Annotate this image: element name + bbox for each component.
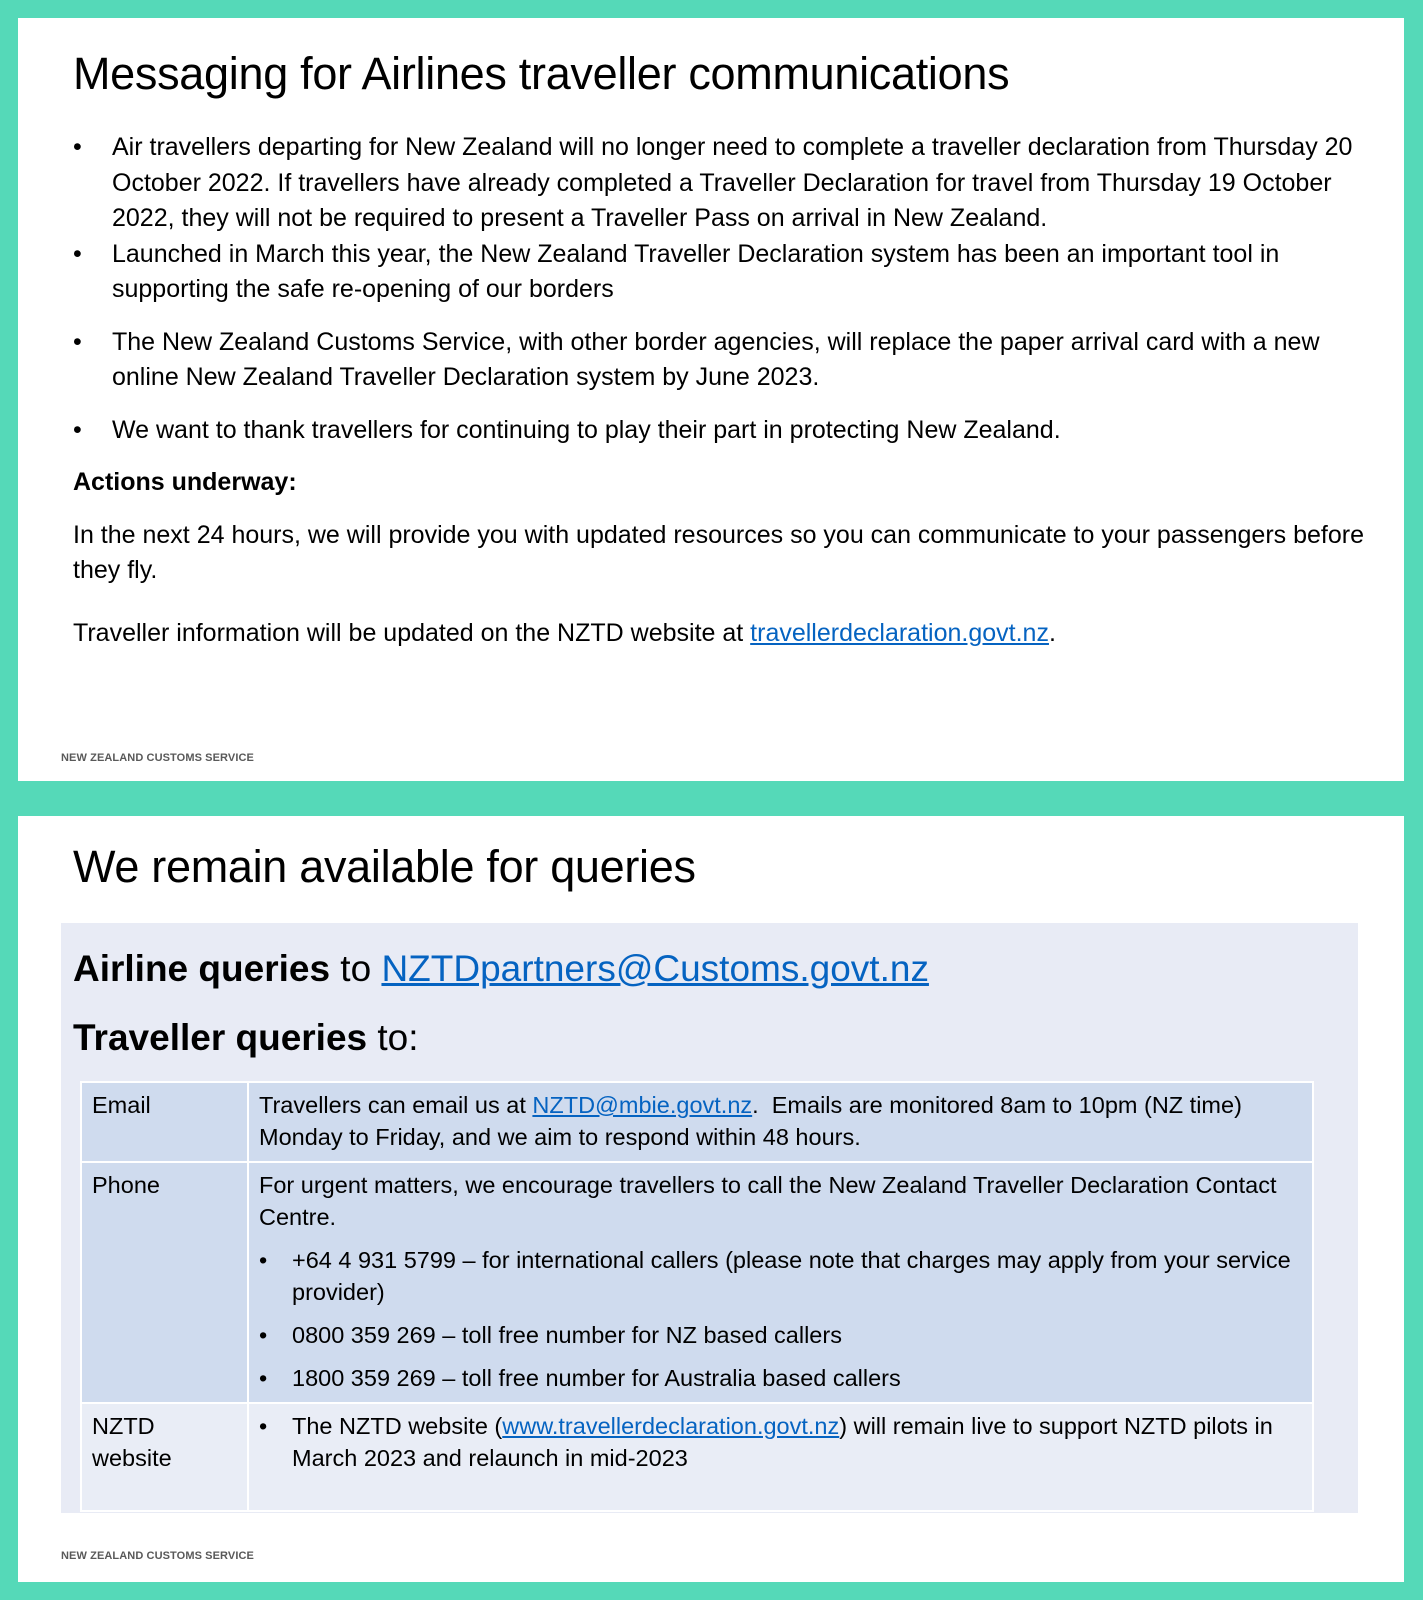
- bullet-text: The New Zealand Customs Service, with other border agencies, will replace the paper arrival card with a new online New Zealand Traveller Declaration system by June 2023.: [112, 327, 1320, 391]
- bullet-icon: •: [73, 133, 82, 161]
- airline-queries-label: Airline queries: [73, 948, 331, 989]
- slide-queries: [18, 816, 1404, 1582]
- table-row: [81, 1082, 1313, 1162]
- footer-org-name: NEW ZEALAND CUSTOMS SERVICE: [61, 752, 254, 764]
- actions-text: In the next 24 hours, we will provide you with updated resources so you can communicate to your passengers before they fly.: [73, 520, 1364, 584]
- phone-number-text: 1800 359 269 – toll free number for Australia based callers: [292, 1365, 901, 1391]
- website-label-line2: website: [92, 1445, 172, 1471]
- airline-queries-line: [73, 948, 929, 990]
- list-item: [259, 1362, 1302, 1394]
- airline-to-text: to: [330, 948, 382, 989]
- bullet-icon: •: [259, 1413, 268, 1439]
- email-text: Travellers can email us at: [259, 1092, 533, 1118]
- phone-number-text: 0800 359 269 – toll free number for NZ based callers: [292, 1322, 842, 1348]
- footer-org-name: NEW ZEALAND CUSTOMS SERVICE: [61, 1550, 254, 1562]
- list-item: [259, 1410, 1302, 1474]
- bullet-icon: •: [259, 1365, 268, 1391]
- website-cell: [248, 1403, 1313, 1511]
- email-cell: [248, 1082, 1313, 1162]
- bullet-icon: •: [73, 327, 82, 356]
- list-item: [73, 413, 1373, 449]
- actions-heading: Actions underway:: [73, 468, 297, 496]
- list-item: [259, 1319, 1302, 1351]
- traveller-to-text: to:: [367, 1017, 419, 1058]
- list-item: [73, 130, 1373, 237]
- website-text: The NZTD website (: [292, 1413, 503, 1439]
- nztd-website-link[interactable]: travellerdeclaration.govt.nz: [750, 618, 1049, 647]
- airline-email-link[interactable]: NZTDpartners@Customs.govt.nz: [381, 948, 929, 989]
- bullet-icon: •: [259, 1247, 268, 1273]
- list-item: [259, 1244, 1302, 1308]
- website-label-line1: NZTD: [92, 1413, 155, 1439]
- table-row: [81, 1403, 1313, 1511]
- contacts-table: [80, 1081, 1314, 1512]
- nztd-website-link[interactable]: www.travellerdeclaration.govt.nz: [502, 1413, 840, 1439]
- phone-number-text: +64 4 931 5799 – for international callers (please note that charges may apply from your service provider): [292, 1247, 1291, 1305]
- website-text-suffix: ) will remain live to support NZTD pilots in March 2023 and relaunch in mid-2023: [292, 1413, 1273, 1471]
- slide-body: [73, 130, 1373, 651]
- bullet-text: We want to thank travellers for continuing to play their part in protecting New Zealand.: [112, 415, 1061, 444]
- traveller-email-link[interactable]: NZTD@mbie.govt.nz: [532, 1092, 753, 1118]
- list-item: [73, 325, 1373, 396]
- info-paragraph: [73, 616, 1373, 652]
- slide-title: We remain available for queries: [73, 841, 696, 892]
- row-label-phone: Phone: [81, 1162, 248, 1403]
- row-label-email: Email: [81, 1082, 248, 1162]
- row-label-website: [81, 1403, 248, 1511]
- queries-panel: [61, 923, 1358, 1513]
- website-list: [259, 1410, 1302, 1474]
- bullet-list: [73, 130, 1373, 448]
- phone-cell: [248, 1162, 1313, 1403]
- slide-airline-messaging: [18, 18, 1404, 781]
- traveller-queries-label: Traveller queries: [73, 1017, 368, 1058]
- table-row: [81, 1162, 1313, 1403]
- slide-title: Messaging for Airlines traveller communications: [73, 48, 1010, 99]
- bullet-icon: •: [259, 1322, 268, 1348]
- traveller-queries-line: [73, 1017, 419, 1059]
- phone-intro: For urgent matters, we encourage travellers to call the New Zealand Traveller Declaration Contact Centre.: [259, 1172, 1277, 1230]
- info-text: Traveller information will be updated on the NZTD website at: [73, 618, 751, 647]
- bullet-text: Air travellers departing for New Zealand will no longer need to complete a traveller declaration from Thursday 20 October 2022. If travellers have already completed a Traveller Declaration for travel from Thursday 19 October 2022, they will not be required to present a Traveller Pass on arrival in New Zealand.: [112, 133, 1353, 232]
- email-hours-text: . Emails are monitored 8am to 10pm (NZ time) Monday to Friday, and we aim to respond within 48 hours.: [259, 1092, 1249, 1150]
- phone-list: [259, 1244, 1302, 1394]
- bullet-icon: •: [73, 239, 82, 268]
- bullet-icon: •: [73, 415, 82, 444]
- bullet-text: Launched in March this year, the New Zealand Traveller Declaration system has been an important tool in supporting the safe re-opening of our borders: [112, 239, 1280, 303]
- info-suffix: .: [1048, 618, 1056, 647]
- list-item: [73, 237, 1373, 308]
